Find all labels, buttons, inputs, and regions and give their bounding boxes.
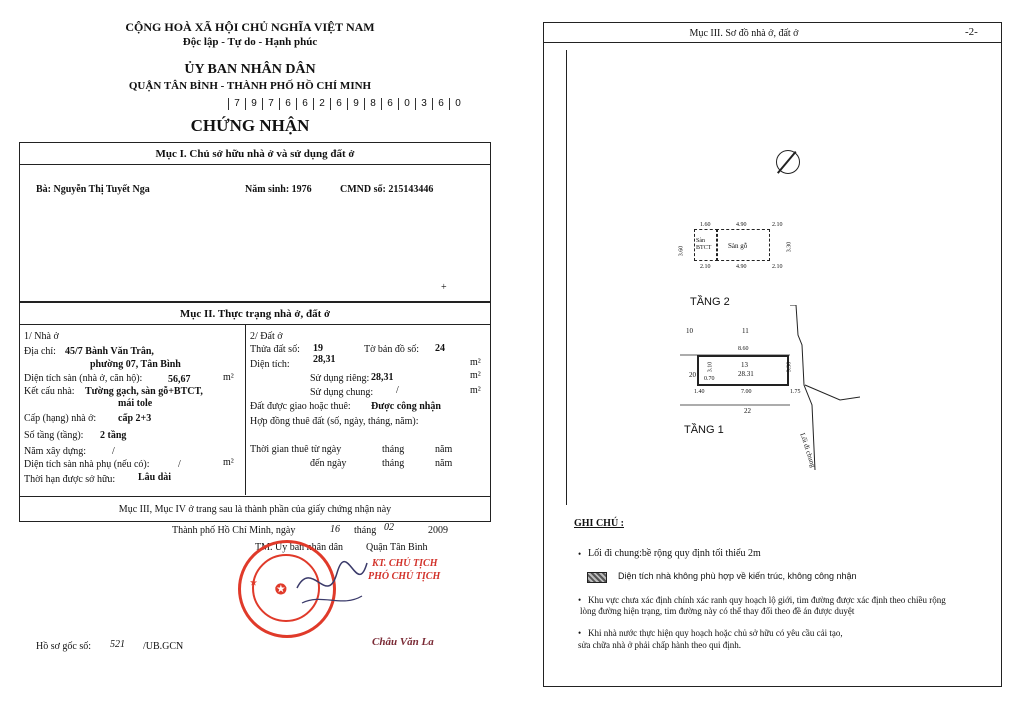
cert-digit: 9: [347, 98, 364, 110]
structure-label: Kết cấu nhà:: [24, 386, 75, 397]
section1-divider: [20, 164, 490, 165]
land-area-unit: m²: [470, 357, 481, 368]
structure-line2: mái tole: [118, 398, 153, 409]
note1-text: Lối đi chung:bề rộng quy định tối thiểu 2m: [588, 548, 761, 559]
committee-title: ỦY BAN NHÂN DÂN: [184, 62, 316, 77]
lease-from-month: tháng: [382, 444, 405, 455]
cert-digit: 6: [296, 98, 313, 110]
certificate-number: [228, 98, 466, 110]
dim-f1-1: 8.60: [738, 346, 749, 352]
private-use-unit: m²: [470, 370, 481, 381]
file-label: Hồ sơ gốc số:: [36, 641, 92, 652]
note3-line2: lòng đường hiện trạng, tim đường này có thể thay đổi theo đề án được duyệt: [580, 606, 855, 616]
section2-footer-divider: [20, 496, 490, 497]
dim-f1-5: 7.00: [741, 389, 752, 395]
place-date-prefix: Thành phố Hồ Chí Minh, ngày: [172, 525, 296, 536]
term-label: Thời hạn được sở hữu:: [24, 474, 116, 485]
parcel-label: Thửa đất số:: [250, 344, 300, 355]
stamp-line1: KT. CHỦ TỊCH: [372, 558, 438, 569]
map-value: 24: [435, 343, 445, 354]
seal-emblem-icon: ✪: [275, 583, 287, 598]
signer-org: TM. Ủy ban nhân dân: [255, 542, 344, 553]
floor1-label: TẦNG 1: [684, 424, 724, 436]
country-header: CỘNG HOÀ XÃ HỘI CHỦ NGHĨA VIỆT NAM: [125, 20, 375, 34]
term-value: Lâu dài: [138, 472, 172, 483]
dim-f1-7: 1.75: [790, 389, 801, 395]
lot-area: 28.31: [738, 370, 754, 378]
shared-use-unit: m²: [470, 385, 481, 396]
dim-f1-2: 3.10: [707, 361, 714, 373]
cert-digit: 6: [330, 98, 347, 110]
plan-title: Mục III. Sơ đồ nhà ở, đất ở: [689, 28, 799, 39]
dim-f2-bottom-1: 2.10: [700, 264, 711, 270]
cert-digit: 7: [262, 98, 279, 110]
page-mark: -2-: [965, 26, 978, 38]
stamp-line2: PHÓ CHỦ TỊCH: [368, 571, 441, 582]
notes-heading: GHI CHÚ :: [574, 518, 624, 529]
floor-area-label: Diện tích sàn (nhà ở, căn hộ):: [24, 373, 143, 384]
cert-digit: 2: [313, 98, 330, 110]
note1-bullet: •: [578, 549, 582, 559]
file-number: 521: [110, 639, 125, 650]
file-suffix: /UB.GCN: [143, 641, 184, 652]
dim-f1-4: 0.70: [704, 376, 715, 382]
cert-digit: 3: [415, 98, 432, 110]
lease-to-year: năm: [435, 458, 453, 469]
section2-title: Mục II. Thực trạng nhà ở, đất ở: [179, 308, 331, 320]
address-line2: phường 07, Tân Bình: [90, 359, 181, 370]
note3-line1: Khu vực chưa xác định chính xác ranh quy hoạch lộ giới, tìm đường được xác định theo chiều rộng: [588, 595, 946, 605]
date-month-word: tháng: [354, 525, 377, 536]
land-area-label: Diện tích:: [250, 359, 290, 370]
id-number: CMND số: 215143446: [340, 184, 434, 195]
dim-f2-side-left: 3.60: [678, 245, 685, 257]
lot-number-10: 10: [686, 327, 693, 335]
floor2-label: TẦNG 2: [690, 296, 730, 308]
dim-f2-side-right: 3.30: [786, 241, 793, 253]
note4-line1: Khi nhà nước thực hiện quy hoạch hoặc chủ sở hữu có yêu cầu cải tạo,: [588, 628, 843, 638]
cert-digit: 0: [398, 98, 415, 110]
note4-bullet: •: [578, 628, 582, 638]
lot-number-11: 11: [742, 327, 749, 335]
cert-digit: 6: [279, 98, 296, 110]
grade-value: cấp 2+3: [118, 413, 152, 424]
lease-contract-label: Hợp đồng thuê đất (số, ngày, tháng, năm):: [250, 416, 419, 427]
certificate-title: CHỨNG NHẬN: [190, 116, 310, 135]
aux-area-value: /: [178, 459, 181, 470]
cert-digit: 6: [381, 98, 398, 110]
signer-name: Châu Văn La: [372, 636, 434, 648]
house-heading: 1/ Nhà ở: [24, 331, 59, 342]
mark-plus: +: [441, 282, 447, 293]
section1-title: Mục I. Chủ sở hữu nhà ở và sử dụng đất ở: [155, 148, 355, 160]
signer-district: Quận Tân Bình: [366, 542, 428, 553]
lease-from-label: Thời gian thuê từ ngày: [250, 444, 342, 455]
owner-name: Bà: Nguyễn Thị Tuyết Nga: [36, 184, 150, 195]
hatch-legend-icon: [587, 572, 607, 583]
date-day: 16: [330, 524, 340, 535]
cert-digit: 8: [364, 98, 381, 110]
section-note: Mục III, Mục IV ở trang sau là thành phần của giấy chứng nhận này: [118, 504, 392, 515]
inner-margin-line: [566, 50, 567, 505]
cert-digit: 7: [228, 98, 245, 110]
build-year-label: Năm xây dựng:: [24, 446, 87, 457]
seal-star-icon: ★: [248, 577, 260, 588]
private-use-label: Sử dụng riêng:: [310, 373, 370, 384]
aux-area-unit: m²: [223, 457, 234, 468]
date-year: 2009: [428, 525, 448, 536]
private-use-value: 28,31: [371, 372, 394, 383]
land-heading: 2/ Đất ở: [250, 331, 283, 342]
aux-area-label: Diện tích sàn nhà phụ (nếu có):: [24, 459, 150, 470]
lot-number-22: 22: [744, 407, 751, 415]
address-line1: 45/7 Bành Văn Trân,: [65, 346, 154, 357]
lease-to-month: tháng: [382, 458, 405, 469]
dim-f1-3: 3.30: [786, 361, 793, 373]
allocation-label: Đất được giao hoặc thuê:: [250, 401, 351, 412]
land-area-value: 28,31: [313, 354, 336, 365]
build-year-value: /: [112, 446, 115, 457]
floor-area-value: 56,67: [168, 374, 191, 385]
note2-text: Diện tích nhà không phù hợp về kiến trúc, không công nhận: [618, 571, 857, 581]
lot-number-20: 20: [689, 371, 696, 379]
shared-use-value: /: [396, 385, 399, 396]
district-title: QUẬN TÂN BÌNH - THÀNH PHỐ HỒ CHÍ MINH: [128, 80, 372, 92]
street-label: Lối đi chung: [798, 432, 818, 469]
birth-year: Năm sinh: 1976: [245, 184, 312, 195]
section2-divider: [20, 324, 490, 325]
cert-digit: 6: [432, 98, 449, 110]
motto: Độc lập - Tự do - Hạnh phúc: [182, 36, 318, 48]
section2-column-divider: [245, 325, 246, 495]
shared-use-label: Sử dụng chung:: [310, 387, 374, 398]
floor2-room1-label: Sàn BTCT: [696, 238, 712, 251]
note4-line2: sửa chữa nhà ở phải chấp hành theo qui định.: [578, 640, 741, 650]
structure-line1: Tường gạch, sàn gỗ+BTCT,: [85, 386, 203, 397]
dim-f2-top-1: 1.60: [700, 222, 711, 228]
address-label: Địa chỉ:: [24, 346, 56, 357]
lot-number-13: 13: [741, 361, 748, 369]
right-title-divider: [544, 42, 1001, 43]
chairman-signature-icon: [292, 548, 372, 618]
floors-label: Số tầng (tầng):: [24, 430, 84, 441]
date-month: 02: [384, 522, 394, 533]
lease-to-label: đến ngày: [310, 458, 347, 469]
cert-digit: 0: [449, 98, 466, 110]
cert-digit: 9: [245, 98, 262, 110]
parcel-value: 19: [313, 343, 323, 354]
section1-box: [19, 142, 491, 302]
lot-boundary-lines: [680, 305, 860, 470]
dim-f2-top-2: 4.90: [736, 222, 747, 228]
grade-label: Cấp (hạng) nhà ở:: [24, 413, 97, 424]
dim-f2-top-3: 2.10: [772, 222, 783, 228]
floor-area-unit: m²: [223, 372, 234, 383]
allocation-value: Được công nhận: [371, 401, 441, 412]
note3-bullet: •: [578, 595, 582, 605]
map-label: Tờ bản đồ số:: [364, 344, 420, 355]
floors-value: 2 tầng: [100, 430, 127, 441]
floor2-room2-label: Sàn gỗ: [728, 242, 748, 250]
dim-f2-bottom-2: 4.90: [736, 264, 747, 270]
lease-from-year: năm: [435, 444, 453, 455]
dim-f1-6: 1.40: [694, 389, 705, 395]
dim-f2-bottom-3: 2.10: [772, 264, 783, 270]
